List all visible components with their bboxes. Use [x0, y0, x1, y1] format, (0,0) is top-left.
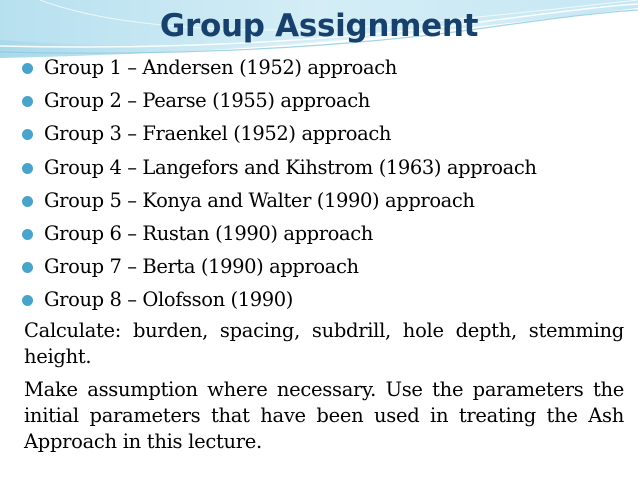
- list-item-text: Group 6 – Rustan (1990) approach: [44, 221, 373, 245]
- list-item-text: Group 1 – Andersen (1952) approach: [44, 56, 397, 79]
- list-item: [0, 151, 638, 184]
- bullet-icon: [22, 163, 33, 174]
- list-item: [0, 217, 638, 250]
- list-item: [0, 250, 638, 283]
- slide-title: Group Assignment: [159, 8, 479, 44]
- bullet-icon: [22, 63, 33, 74]
- list-item: [0, 283, 638, 316]
- group-list: [0, 51, 638, 317]
- list-item: [0, 84, 638, 117]
- list-item: [0, 117, 638, 150]
- list-item: [0, 51, 638, 84]
- assumption-instructions: Make assumption where necessary. Use the parameters the initial parameters that have been used in treating the Ash Approach in this lecture.: [24, 378, 624, 453]
- list-item-text: Group 8 – Olofsson (1990): [44, 288, 293, 312]
- list-item-text: Group 2 – Pearse (1955) approach: [44, 89, 370, 113]
- bullet-icon: [22, 129, 33, 140]
- bullet-icon: [22, 196, 33, 207]
- calculate-instructions: Calculate: burden, spacing, subdrill, hole depth, stemming height.: [24, 319, 624, 368]
- bullet-icon: [22, 229, 33, 240]
- list-item-text: Group 5 – Konya and Walter (1990) approach: [44, 188, 475, 212]
- list-item-text: Group 4 – Langefors and Kihstrom (1963) approach: [44, 155, 537, 179]
- list-item: [0, 184, 638, 217]
- bullet-icon: [22, 295, 33, 306]
- bullet-icon: [22, 262, 33, 273]
- bullet-icon: [22, 96, 33, 107]
- list-item-text: Group 7 – Berta (1990) approach: [44, 255, 359, 279]
- list-item-text: Group 3 – Fraenkel (1952) approach: [44, 122, 391, 146]
